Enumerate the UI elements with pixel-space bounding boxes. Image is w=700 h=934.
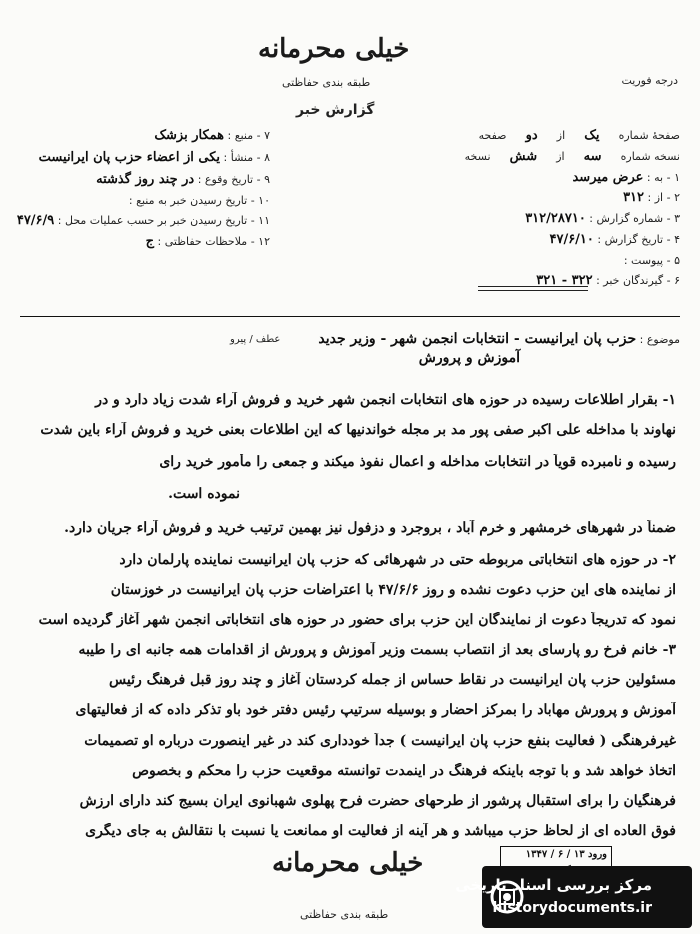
body-line: از نماینده های این حزب دعوت نشده و روز ۴۷/۶/۶ با اعتراضات حزب پان ایرانیست در خوزستان xyxy=(110,582,676,598)
field-report-date: ۴ - تاریخ گزارش : ۴۷/۶/۱۰ xyxy=(549,232,680,247)
body-line: آموزش و پرورش مهاباد را بمرکز احضار و بوسیله سرتیپ رئیس دفتر خود باو تذکر داده که از فعالیتهای xyxy=(75,702,676,718)
classification-label: طبقه بندی حفاظتی xyxy=(282,76,371,89)
document-title: گزارش خبر xyxy=(296,102,375,118)
body-line: نهاوند با مداخله علی اکبر صفی پور مد بر مجله خواندنیها که این اطلاعات بعنی خرید و فروش آراء باین شدت xyxy=(40,422,676,438)
body-line: اتخاذ خواهد شد و با توجه باینکه فرهنگ در اینمدت توانسته موقعیت حزب را محکم و بخصوص xyxy=(132,763,676,779)
field-local-received-date: ۱۱ - تاریخ رسیدن خبر بر حسب عملیات محل : ۴۷/۶/۹ xyxy=(16,213,270,228)
body-line: نموده است. xyxy=(168,486,240,502)
copy-number-row: نسخه شماره سه از شش نسخه xyxy=(464,149,680,164)
field-report-number: ۳ - شماره گزارش : ۳۱۲/۲۸۷۱۰ xyxy=(525,211,680,226)
body-line: ضمناً در شهرهای خرمشهر و خرم آباد ، بروجرد و دزفول نیز بهمین ترتیب خرید و فروش آراء جریان دارد. xyxy=(64,520,676,536)
body-line: ۱- بقرار اطلاعات رسیده در حوزه های انتخابات انجمن شهر خرید و فروش آراء شدت زیاد دارد و در xyxy=(95,392,676,408)
field-source-received-date: ۱۰ - تاریخ رسیدن خبر به منبع : xyxy=(128,194,270,207)
receipt-stamp-date: ورود ۱۳ / ۶ / ۱۳۴۷ xyxy=(525,849,607,860)
bottom-classification-stamp: خیلی محرمانه xyxy=(272,848,424,878)
watermark-url: historydocuments.ir xyxy=(492,900,652,916)
field-recipients: ۶ - گیرندگان خبر : ۳۲۲ - ۳۲۱ xyxy=(536,273,680,288)
archive-watermark xyxy=(455,866,692,928)
page-number-row: صفحهٔ شماره یک از دو صفحه xyxy=(478,128,680,143)
subject-row: موضوع : حزب پان ایرانیست - انتخابات انجمن شهر - وزیر جدید xyxy=(318,331,680,347)
field-occurrence-date: ۹ - تاریخ وقوع : در چند روز گذشته xyxy=(96,172,270,187)
subject-line-2: آموزش و پرورش xyxy=(418,350,520,366)
field-source: ۷ - منبع : همکار بزشک xyxy=(154,128,270,143)
priority-label: درجه فوریت xyxy=(621,74,678,87)
watermark-title: مرکز بررسی اسناد تاریخی xyxy=(455,876,652,894)
top-classification-stamp: خیلی محرمانه xyxy=(258,34,410,64)
recipients-underline-1 xyxy=(478,286,588,287)
body-line: ۲- در حوزه های انتخاباتی مربوطه حتی در شهرهائی که حزب پان ایرانیست نماینده پارلمان دارد xyxy=(119,552,676,568)
body-line: مسئولین حزب پان ایرانیست در نقاط حساس از جمله کردستان آغاز و چند روز قبل فرهنگ رئیس xyxy=(109,672,676,688)
body-line: نمود که تدریجاً دعوت از نمایندگان این حزب برای حضور در حوزه های انتخاباتی انجمن شهر آغاز گردیده است xyxy=(38,612,676,628)
body-line: ۳- خانم فرخ رو پارسای بعد از انتصاب بسمت وزیر آموزش و پرورش از اقدامات همه جانبه ای را طیبه xyxy=(78,642,676,658)
body-line: فوق العاده ای از لحاظ حزب میباشد و هر آینه از فعالیت او ممانعت یا نسبت با نتقالش به جای دیگری xyxy=(85,823,676,839)
bottom-classification-label: طبقه بندی حفاظتی xyxy=(300,908,389,921)
recipients-underline-2 xyxy=(478,290,588,291)
field-origin: ۸ - منشأ : یکی از اعضاء حزب پان ایرانیست xyxy=(38,150,270,165)
field-to: ۱ - به : عرض میرسد xyxy=(572,170,680,185)
field-from: ۲ - از : ۳۱۲ xyxy=(623,190,680,205)
field-attachment: ۵ - پیوست : xyxy=(623,254,680,267)
body-line: فرهنگیان را برای استقبال پرشور از طرحهای حضرت فرح پهلوی شهبانوی ایران بسیج کند دارای ارزش xyxy=(79,793,676,809)
header-divider xyxy=(20,316,680,317)
body-line: رسیده و نامبرده قویاً در انتخابات مداخله و اعمال نفوذ میکند و جمعی را مأمور خرید رای xyxy=(159,454,676,470)
reference-label: عطف / پیرو xyxy=(230,334,281,345)
body-line: غیرفرهنگی ( فعالیت بنفع حزب پان ایرانیست ) جداً خودداری کند در غیر اینصورت درباره او تصمیمات xyxy=(84,733,676,749)
field-security-notes: ۱۲ - ملاحظات حفاظتی : ج xyxy=(145,234,270,249)
